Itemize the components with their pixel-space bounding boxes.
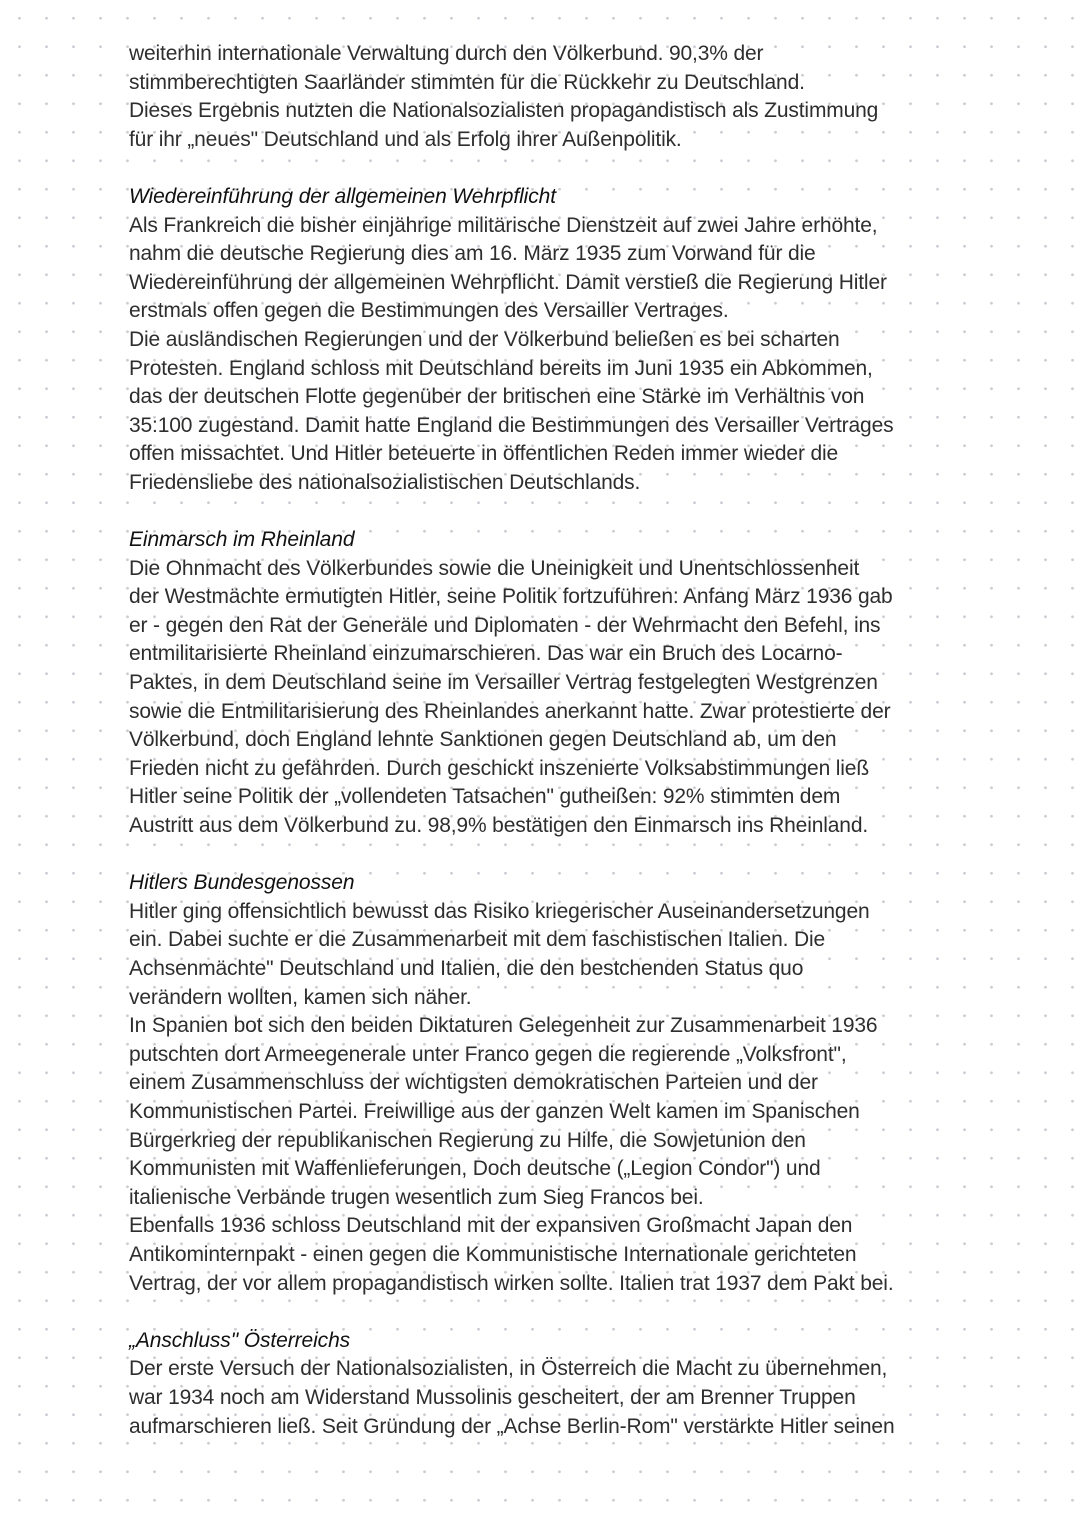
paragraph-gap [129,1298,959,1327]
text-line: Hitler seine Politik der „vollendeten Tatsachen" gutheißen: 92% stimmten dem [129,785,841,809]
text-line: er - gegen den Rat der Generäle und Diplomaten - der Wehrmacht den Befehl, ins [129,613,881,637]
text-line: verändern wollten, kamen sich näher. [129,985,472,1009]
text-line: das der deutschen Flotte gegenüber der britischen eine Stärke im Verhältnis von [129,385,865,409]
text-line: 35:100 zugestand. Damit hatte England die Bestimmungen des Versailler Vertrages [129,413,894,437]
text-line: weiterhin internationale Verwaltung durch den Völkerbund. 90,3% der [129,42,764,65]
text-line: Austritt aus dem Völkerbund zu. 98,9% bestätigen den Einmarsch ins Rheinland. [129,814,869,838]
text-line: Protesten. England schloss mit Deutschland bereits im Juni 1935 ein Abkommen, [129,356,873,380]
text-line: Wiedereinführung der allgemeinen Wehrpflicht. Damit verstieß die Regierung Hitler [129,270,887,294]
text-line: Paktes, in dem Deutschland seine im Versailler Vertrag festgelegten Westgrenzen [129,671,878,695]
text-line: Die Ohnmacht des Völkerbundes sowie die Uneinigkeit und Unentschlossenheit [129,556,860,580]
text-line: Kommunistischen Partei. Freiwillige aus der ganzen Welt kamen im Spanischen [129,1099,860,1123]
document-body [129,40,959,1441]
section-wehrpflicht [129,183,959,498]
text-line: Die ausländischen Regierungen und der Völkerbund beließen es bei scharten [129,327,840,351]
paragraph-gap [129,154,959,183]
text-line: Kommunisten mit Waffenlieferungen, Doch deutsche („Legion Condor") und [129,1157,821,1181]
section-heading: Wiedereinführung der allgemeinen Wehrpflicht [129,184,556,208]
text-line: italienische Verbände trugen wesentlich zum Sieg Francos bei. [129,1185,704,1209]
text-line: ein. Dabei suchte er die Zusammenarbeit mit dem faschistischen Italien. Die [129,928,826,952]
intro-paragraph [129,40,959,154]
text-line: Bürgerkrieg der republikanischen Regierung zu Hilfe, die Sowjetunion den [129,1128,806,1152]
text-line: Achsenmächte" Deutschland und Italien, die den bestchenden Status quo [129,957,804,980]
paragraph-gap [129,841,959,870]
text-line: putschten dort Armeegenerale unter Franco gegen die regierende „Volksfront", [129,1042,847,1066]
text-line: Völkerbund, doch England lehnte Sanktionen gegen Deutschland ab, um den [129,728,837,752]
section-rheinland [129,526,959,841]
text-line: entmilitarisierte Rheinland einzumarschieren. Das war ein Bruch des Locarno- [129,642,843,666]
text-line: Frieden nicht zu gefährden. Durch geschickt inszenierte Volksabstimmungen ließ [129,756,870,780]
text-line: In Spanien bot sich den beiden Diktaturen Gelegenheit zur Zusammenarbeit 1936 [129,1014,878,1038]
text-line: nahm die deutsche Regierung dies am 16. März 1935 zum Vorwand für die [129,242,816,266]
text-line: erstmals offen gegen die Bestimmungen des Versailler Vertrages. [129,299,729,323]
text-line: stimmberechtigten Saarländer stimmten für die Rückkehr zu Deutschland. [129,70,805,94]
text-line: einem Zusammenschluss der wichtigsten demokratischen Parteien und der [129,1071,818,1095]
paragraph-gap [129,498,959,527]
text-line: für ihr „neues" Deutschland und als Erfolg ihrer Außenpolitik. [129,127,682,151]
text-line: Vertrag, der vor allem propagandistisch wirken sollte. Italien trat 1937 dem Pakt bei. [129,1271,894,1295]
section-heading: Einmarsch im Rheinland [129,528,355,552]
text-line: aufmarschieren ließ. Seit Gründung der „Achse Berlin-Rom" verstärkte Hitler seinen [129,1414,895,1438]
section-bundesgenossen [129,869,959,1298]
text-line: Dieses Ergebnis nutzten die Nationalsozialisten propagandistisch als Zustimmung [129,99,879,123]
text-line: sowie die Entmilitarisierung des Rheinlandes anerkannt hatte. Zwar protestierte der [129,699,891,723]
text-line: Antikominternpakt - einen gegen die Kommunistische Internationale gerichteten [129,1242,857,1266]
text-line: Hitler ging offensichtlich bewusst das Risiko kriegerischer Auseinandersetzungen [129,899,870,923]
section-heading: Hitlers Bundesgenossen [129,871,355,895]
text-line: Als Frankreich die bisher einjährige militärische Dienstzeit auf zwei Jahre erhöhte, [129,213,878,237]
text-line: der Westmächte ermutigten Hitler, seine Politik fortzuführen: Anfang März 1936 gab [129,585,893,609]
text-line: war 1934 noch am Widerstand Mussolinis gescheitert, der am Brenner Truppen [129,1385,856,1409]
text-line: offen missachtet. Und Hitler beteuerte in öffentlichen Reden immer wieder die [129,442,839,466]
text-line: Ebenfalls 1936 schloss Deutschland mit der expansiven Großmacht Japan den [129,1214,853,1238]
text-line: Friedensliebe des nationalsozialistischen Deutschlands. [129,470,641,494]
text-line: Der erste Versuch der Nationalsozialisten, in Österreich die Macht zu übernehmen, [129,1357,888,1381]
section-heading: „Anschluss" Österreichs [129,1328,351,1352]
section-anschluss [129,1327,959,1441]
